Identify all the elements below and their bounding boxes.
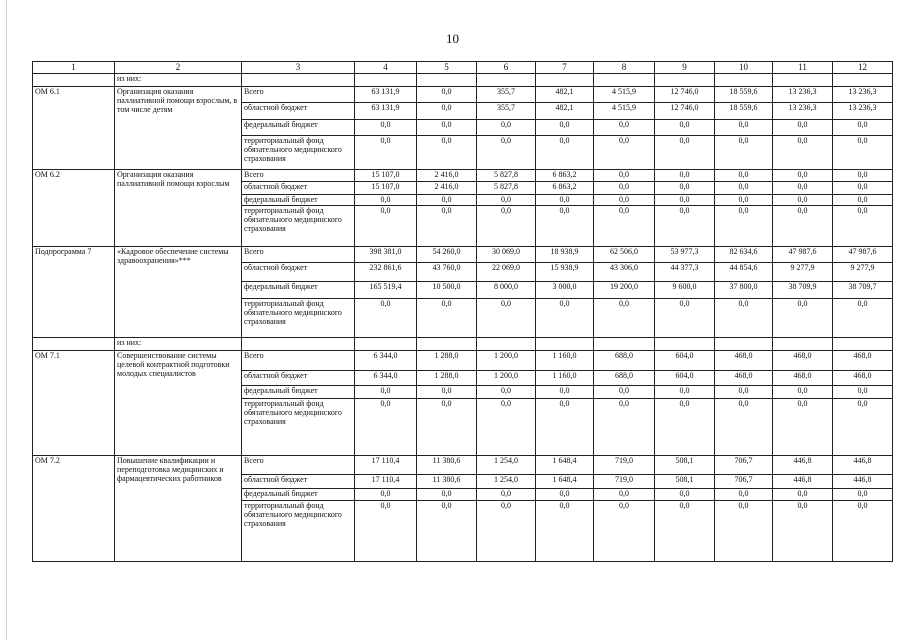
- value-cell-col-12: 0,0: [833, 136, 893, 170]
- funding-source: областной бюджет: [242, 475, 355, 489]
- value-cell-col-5: 1 288,0: [417, 371, 477, 386]
- value-cell-col-6: 1 200,0: [477, 371, 536, 386]
- value-cell-col-9: 9 600,0: [655, 282, 715, 299]
- row-code: ОМ 6.2: [33, 170, 115, 247]
- value-cell-col-9: 508,1: [655, 475, 715, 489]
- value-cell-col-12: 13 236,3: [833, 103, 893, 120]
- value-cell-col-12: 0,0: [833, 206, 893, 247]
- value-cell-col-10: 0,0: [715, 136, 773, 170]
- funding-source: территориальный фонд обязательного медицинского страхования: [242, 399, 355, 456]
- value-cell-col-8: 0,0: [594, 489, 655, 501]
- value-cell-col-10: 0,0: [715, 170, 773, 182]
- value-cell-col-7: 0,0: [536, 195, 594, 206]
- value-cell-col-8: 719,0: [594, 456, 655, 475]
- value-cell-col-4: 0,0: [355, 489, 417, 501]
- value-cell-col-8: 0,0: [594, 136, 655, 170]
- value-cell-col-7: 15 938,9: [536, 263, 594, 282]
- value-cell-col-6: 0,0: [477, 206, 536, 247]
- empty-cell: [833, 74, 893, 87]
- value-cell-col-12: 0,0: [833, 182, 893, 195]
- value-cell-col-6: 1 254,0: [477, 456, 536, 475]
- scan-edge-line: [6, 0, 7, 640]
- value-cell-col-12: 0,0: [833, 195, 893, 206]
- empty-cell: [242, 74, 355, 87]
- value-cell-col-11: 446,8: [773, 475, 833, 489]
- value-cell-col-5: 0,0: [417, 120, 477, 136]
- funding-source: территориальный фонд обязательного медицинского страхования: [242, 299, 355, 338]
- empty-cell: [594, 74, 655, 87]
- value-cell-col-11: 13 236,3: [773, 87, 833, 103]
- value-cell-col-6: 0,0: [477, 120, 536, 136]
- funding-source: областной бюджет: [242, 103, 355, 120]
- value-cell-col-5: 43 760,0: [417, 263, 477, 282]
- value-cell-col-12: 38 709,7: [833, 282, 893, 299]
- value-cell-col-11: 0,0: [773, 136, 833, 170]
- row-name: Организация оказания паллиативной помощи взрослым: [115, 170, 242, 247]
- empty-cell: [833, 338, 893, 351]
- value-cell-col-4: 15 107,0: [355, 182, 417, 195]
- value-cell-col-10: 468,0: [715, 371, 773, 386]
- empty-cell: [594, 338, 655, 351]
- funding-source: территориальный фонд обязательного медицинского страхования: [242, 136, 355, 170]
- funding-source: территориальный фонд обязательного медицинского страхования: [242, 501, 355, 562]
- value-cell-col-10: 0,0: [715, 386, 773, 399]
- value-cell-col-7: 482,1: [536, 103, 594, 120]
- funding-source: Всего: [242, 351, 355, 371]
- row-name: Совершенствование системы целевой контрактной подготовки молодых специалистов: [115, 351, 242, 456]
- value-cell-col-11: 0,0: [773, 195, 833, 206]
- value-cell-col-8: 62 506,0: [594, 247, 655, 263]
- row-name: «Кадровое обеспечение системы здравоохранения»***: [115, 247, 242, 338]
- value-cell-col-11: 0,0: [773, 182, 833, 195]
- value-cell-col-7: 0,0: [536, 399, 594, 456]
- value-cell-col-5: 0,0: [417, 501, 477, 562]
- value-cell-col-8: 4 515,9: [594, 103, 655, 120]
- value-cell-col-5: 0,0: [417, 103, 477, 120]
- funding-source: Всего: [242, 456, 355, 475]
- value-cell-col-11: 0,0: [773, 206, 833, 247]
- value-cell-col-9: 0,0: [655, 501, 715, 562]
- value-cell-col-4: 15 107,0: [355, 170, 417, 182]
- value-cell-col-6: 0,0: [477, 501, 536, 562]
- value-cell-col-8: 0,0: [594, 182, 655, 195]
- value-cell-col-4: 398 381,0: [355, 247, 417, 263]
- value-cell-col-9: 0,0: [655, 206, 715, 247]
- table-row: [33, 351, 893, 371]
- value-cell-col-12: 0,0: [833, 399, 893, 456]
- value-cell-col-10: 0,0: [715, 182, 773, 195]
- empty-cell: [417, 74, 477, 87]
- subheader-label: из них:: [115, 338, 242, 351]
- value-cell-col-10: 0,0: [715, 399, 773, 456]
- value-cell-col-4: 0,0: [355, 206, 417, 247]
- value-cell-col-7: 6 863,2: [536, 182, 594, 195]
- value-cell-col-10: 0,0: [715, 206, 773, 247]
- value-cell-col-8: 688,0: [594, 371, 655, 386]
- column-header-9: 9: [655, 62, 715, 74]
- column-header-4: 4: [355, 62, 417, 74]
- empty-cell: [773, 74, 833, 87]
- empty-cell: [417, 338, 477, 351]
- value-cell-col-4: 232 861,6: [355, 263, 417, 282]
- value-cell-col-9: 604,0: [655, 351, 715, 371]
- value-cell-col-10: 0,0: [715, 120, 773, 136]
- value-cell-col-7: 0,0: [536, 299, 594, 338]
- value-cell-col-7: 1 160,0: [536, 351, 594, 371]
- value-cell-col-4: 17 110,4: [355, 475, 417, 489]
- page-number: 10: [446, 31, 459, 46]
- subheader-row: [33, 74, 893, 87]
- row-code: ОМ 7.1: [33, 351, 115, 456]
- empty-cell: [355, 74, 417, 87]
- value-cell-col-7: 0,0: [536, 501, 594, 562]
- value-cell-col-5: 0,0: [417, 195, 477, 206]
- value-cell-col-6: 0,0: [477, 489, 536, 501]
- value-cell-col-8: 0,0: [594, 120, 655, 136]
- value-cell-col-9: 0,0: [655, 399, 715, 456]
- value-cell-col-6: 0,0: [477, 386, 536, 399]
- funding-source: областной бюджет: [242, 371, 355, 386]
- value-cell-col-6: 5 827,8: [477, 170, 536, 182]
- funding-source: областной бюджет: [242, 263, 355, 282]
- value-cell-col-8: 43 306,0: [594, 263, 655, 282]
- empty-cell: [536, 74, 594, 87]
- value-cell-col-12: 0,0: [833, 489, 893, 501]
- value-cell-col-6: 5 827,8: [477, 182, 536, 195]
- value-cell-col-12: 0,0: [833, 501, 893, 562]
- value-cell-col-6: 0,0: [477, 136, 536, 170]
- value-cell-col-9: 0,0: [655, 489, 715, 501]
- value-cell-col-10: 44 854,6: [715, 263, 773, 282]
- value-cell-col-4: 0,0: [355, 299, 417, 338]
- value-cell-col-12: 446,8: [833, 475, 893, 489]
- value-cell-col-5: 0,0: [417, 299, 477, 338]
- row-code: ОМ 6.1: [33, 87, 115, 170]
- value-cell-col-12: 13 236,3: [833, 87, 893, 103]
- value-cell-col-5: 0,0: [417, 136, 477, 170]
- value-cell-col-4: 0,0: [355, 399, 417, 456]
- value-cell-col-7: 18 938,9: [536, 247, 594, 263]
- value-cell-col-8: 0,0: [594, 399, 655, 456]
- value-cell-col-9: 53 977,3: [655, 247, 715, 263]
- value-cell-col-5: 0,0: [417, 206, 477, 247]
- value-cell-col-12: 446,8: [833, 456, 893, 475]
- column-header-7: 7: [536, 62, 594, 74]
- value-cell-col-4: 63 131,9: [355, 103, 417, 120]
- empty-cell: [33, 338, 115, 351]
- value-cell-col-10: 0,0: [715, 299, 773, 338]
- row-name: Организация оказания паллиативной помощи взрослым, в том числе детям: [115, 87, 242, 170]
- empty-cell: [33, 74, 115, 87]
- value-cell-col-8: 4 515,9: [594, 87, 655, 103]
- value-cell-col-4: 6 344,0: [355, 371, 417, 386]
- value-cell-col-11: 0,0: [773, 386, 833, 399]
- empty-cell: [477, 74, 536, 87]
- value-cell-col-6: 22 069,0: [477, 263, 536, 282]
- value-cell-col-10: 37 800,0: [715, 282, 773, 299]
- value-cell-col-9: 0,0: [655, 182, 715, 195]
- value-cell-col-5: 0,0: [417, 386, 477, 399]
- table-body: [33, 74, 893, 562]
- value-cell-col-9: 0,0: [655, 170, 715, 182]
- empty-cell: [655, 74, 715, 87]
- empty-cell: [773, 338, 833, 351]
- empty-cell: [536, 338, 594, 351]
- value-cell-col-5: 2 416,0: [417, 170, 477, 182]
- value-cell-col-9: 12 746,0: [655, 103, 715, 120]
- funding-source: федеральный бюджет: [242, 120, 355, 136]
- funding-source: Всего: [242, 170, 355, 182]
- value-cell-col-4: 17 110,4: [355, 456, 417, 475]
- value-cell-col-8: 0,0: [594, 170, 655, 182]
- value-cell-col-9: 0,0: [655, 120, 715, 136]
- value-cell-col-11: 0,0: [773, 399, 833, 456]
- row-code: Подпрограмма 7: [33, 247, 115, 338]
- value-cell-col-6: 0,0: [477, 299, 536, 338]
- value-cell-col-10: 18 559,6: [715, 103, 773, 120]
- value-cell-col-11: 0,0: [773, 299, 833, 338]
- funding-source: федеральный бюджет: [242, 489, 355, 501]
- row-name: Повышение квалификации и переподготовка медицинских и фармацевтических работников: [115, 456, 242, 562]
- value-cell-col-8: 0,0: [594, 195, 655, 206]
- funding-source: областной бюджет: [242, 182, 355, 195]
- value-cell-col-12: 0,0: [833, 120, 893, 136]
- value-cell-col-9: 0,0: [655, 195, 715, 206]
- value-cell-col-4: 0,0: [355, 136, 417, 170]
- value-cell-col-5: 1 288,0: [417, 351, 477, 371]
- value-cell-col-10: 18 559,6: [715, 87, 773, 103]
- value-cell-col-7: 0,0: [536, 120, 594, 136]
- column-header-10: 10: [715, 62, 773, 74]
- value-cell-col-5: 0,0: [417, 489, 477, 501]
- value-cell-col-12: 47 987,6: [833, 247, 893, 263]
- row-code: ОМ 7.2: [33, 456, 115, 562]
- table-row: [33, 170, 893, 182]
- value-cell-col-7: 0,0: [536, 206, 594, 247]
- value-cell-col-6: 355,7: [477, 103, 536, 120]
- value-cell-col-9: 604,0: [655, 371, 715, 386]
- value-cell-col-10: 0,0: [715, 501, 773, 562]
- table-row: [33, 456, 893, 475]
- table-row: [33, 87, 893, 103]
- header-row: [33, 62, 893, 74]
- value-cell-col-12: 0,0: [833, 386, 893, 399]
- value-cell-col-11: 0,0: [773, 489, 833, 501]
- value-cell-col-7: 3 000,0: [536, 282, 594, 299]
- funding-source: Всего: [242, 247, 355, 263]
- value-cell-col-11: 47 987,6: [773, 247, 833, 263]
- value-cell-col-6: 30 069,0: [477, 247, 536, 263]
- value-cell-col-5: 0,0: [417, 87, 477, 103]
- funding-source: федеральный бюджет: [242, 386, 355, 399]
- column-header-11: 11: [773, 62, 833, 74]
- value-cell-col-9: 12 746,0: [655, 87, 715, 103]
- value-cell-col-7: 0,0: [536, 386, 594, 399]
- value-cell-col-6: 1 200,0: [477, 351, 536, 371]
- empty-cell: [655, 338, 715, 351]
- value-cell-col-4: 0,0: [355, 386, 417, 399]
- value-cell-col-4: 6 344,0: [355, 351, 417, 371]
- funding-source: федеральный бюджет: [242, 195, 355, 206]
- column-header-2: 2: [115, 62, 242, 74]
- value-cell-col-10: 706,7: [715, 456, 773, 475]
- value-cell-col-8: 688,0: [594, 351, 655, 371]
- value-cell-col-9: 44 377,3: [655, 263, 715, 282]
- value-cell-col-11: 0,0: [773, 501, 833, 562]
- value-cell-col-8: 0,0: [594, 386, 655, 399]
- table-row: [33, 247, 893, 263]
- value-cell-col-6: 8 000,0: [477, 282, 536, 299]
- value-cell-col-4: 165 519,4: [355, 282, 417, 299]
- funding-source: территориальный фонд обязательного медицинского страхования: [242, 206, 355, 247]
- value-cell-col-10: 0,0: [715, 195, 773, 206]
- value-cell-col-5: 11 380,6: [417, 475, 477, 489]
- value-cell-col-5: 54 260,0: [417, 247, 477, 263]
- value-cell-col-12: 9 277,9: [833, 263, 893, 282]
- subheader-label: из них:: [115, 74, 242, 87]
- value-cell-col-7: 1 648,4: [536, 456, 594, 475]
- value-cell-col-11: 446,8: [773, 456, 833, 475]
- value-cell-col-10: 706,7: [715, 475, 773, 489]
- value-cell-col-7: 482,1: [536, 87, 594, 103]
- value-cell-col-6: 355,7: [477, 87, 536, 103]
- value-cell-col-8: 0,0: [594, 206, 655, 247]
- value-cell-col-9: 508,1: [655, 456, 715, 475]
- value-cell-col-7: 0,0: [536, 136, 594, 170]
- value-cell-col-10: 0,0: [715, 489, 773, 501]
- value-cell-col-5: 0,0: [417, 399, 477, 456]
- column-header-5: 5: [417, 62, 477, 74]
- value-cell-col-9: 0,0: [655, 136, 715, 170]
- value-cell-col-4: 0,0: [355, 195, 417, 206]
- column-header-3: 3: [242, 62, 355, 74]
- column-header-1: 1: [33, 62, 115, 74]
- value-cell-col-11: 9 277,9: [773, 263, 833, 282]
- empty-cell: [355, 338, 417, 351]
- value-cell-col-12: 0,0: [833, 170, 893, 182]
- column-header-8: 8: [594, 62, 655, 74]
- value-cell-col-6: 0,0: [477, 399, 536, 456]
- value-cell-col-10: 468,0: [715, 351, 773, 371]
- subheader-row: [33, 338, 893, 351]
- budget-table: [32, 61, 893, 562]
- empty-cell: [242, 338, 355, 351]
- empty-cell: [715, 74, 773, 87]
- value-cell-col-11: 468,0: [773, 371, 833, 386]
- funding-source: Всего: [242, 87, 355, 103]
- value-cell-col-7: 0,0: [536, 489, 594, 501]
- value-cell-col-12: 468,0: [833, 351, 893, 371]
- value-cell-col-10: 82 634,6: [715, 247, 773, 263]
- value-cell-col-5: 11 380,6: [417, 456, 477, 475]
- funding-source: федеральный бюджет: [242, 282, 355, 299]
- column-header-12: 12: [833, 62, 893, 74]
- value-cell-col-8: 0,0: [594, 299, 655, 338]
- value-cell-col-7: 1 160,0: [536, 371, 594, 386]
- value-cell-col-8: 19 200,0: [594, 282, 655, 299]
- value-cell-col-6: 0,0: [477, 195, 536, 206]
- value-cell-col-9: 0,0: [655, 299, 715, 338]
- empty-cell: [715, 338, 773, 351]
- value-cell-col-11: 0,0: [773, 170, 833, 182]
- empty-cell: [477, 338, 536, 351]
- value-cell-col-6: 1 254,0: [477, 475, 536, 489]
- column-header-6: 6: [477, 62, 536, 74]
- value-cell-col-11: 468,0: [773, 351, 833, 371]
- value-cell-col-5: 2 416,0: [417, 182, 477, 195]
- value-cell-col-7: 1 648,4: [536, 475, 594, 489]
- value-cell-col-4: 63 131,9: [355, 87, 417, 103]
- value-cell-col-11: 0,0: [773, 120, 833, 136]
- value-cell-col-4: 0,0: [355, 120, 417, 136]
- value-cell-col-7: 6 863,2: [536, 170, 594, 182]
- value-cell-col-4: 0,0: [355, 501, 417, 562]
- value-cell-col-12: 468,0: [833, 371, 893, 386]
- value-cell-col-11: 38 709,9: [773, 282, 833, 299]
- value-cell-col-12: 0,0: [833, 299, 893, 338]
- value-cell-col-9: 0,0: [655, 386, 715, 399]
- value-cell-col-8: 719,0: [594, 475, 655, 489]
- value-cell-col-5: 10 500,0: [417, 282, 477, 299]
- value-cell-col-11: 13 236,3: [773, 103, 833, 120]
- value-cell-col-8: 0,0: [594, 501, 655, 562]
